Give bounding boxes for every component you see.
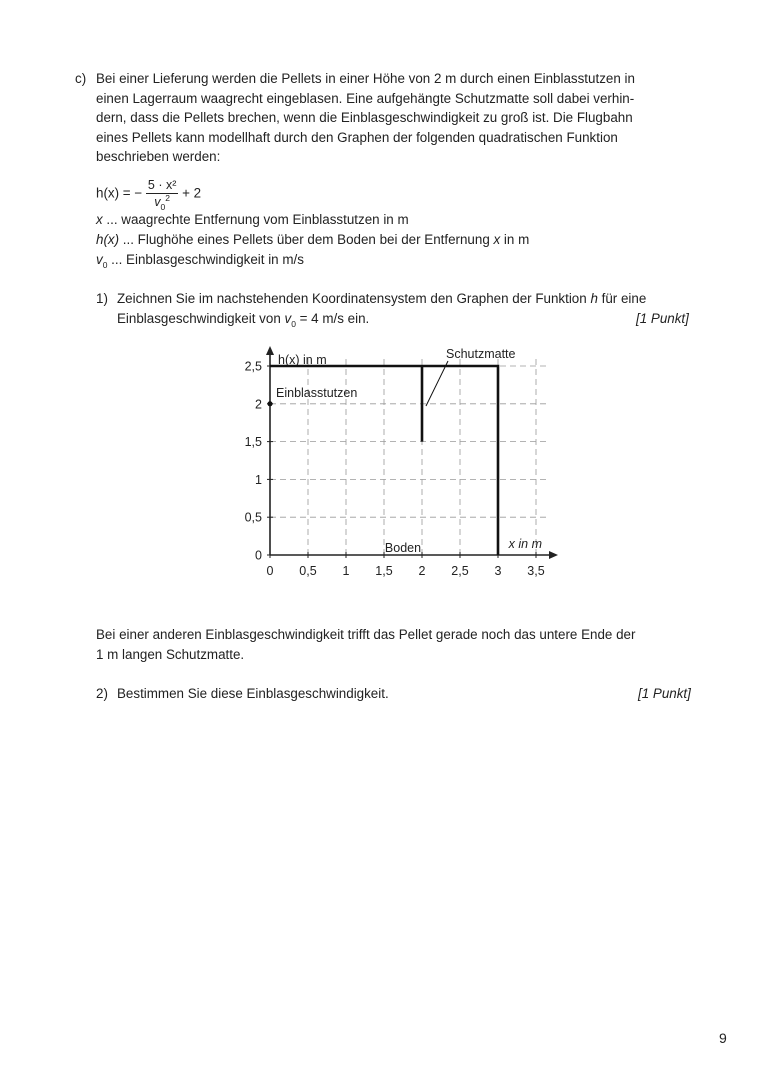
subtask-1-line1 — [117, 289, 646, 309]
y-axis-label: h(x) in m — [278, 353, 327, 367]
intro-line: dern, dass die Pellets brechen, wenn die Einblasgeschwindigkeit zu groß ist. Die Flugbahn — [96, 110, 633, 125]
formula-rhs: + 2 — [182, 185, 202, 201]
x-tick-label: 0 — [266, 564, 274, 578]
sub1-v: v — [284, 311, 292, 326]
annotation-boden: Boden — [384, 541, 422, 555]
intro-line: Bei einer Lieferung werden die Pellets in einer Höhe von 2 m durch einen Einblasstutzen in — [96, 71, 635, 86]
x-axis-label: x in m — [508, 537, 542, 551]
sub1-text: Zeichnen Sie im nachstehenden Koordinatensystem den Graphen der Funktion — [117, 291, 591, 306]
y-tick-label: 2,5 — [244, 359, 262, 374]
sub1-line2-end: = 4 m/s ein. — [295, 311, 370, 326]
formula-v-sup: 2 — [165, 193, 170, 203]
subtask-2-label: 2) — [96, 686, 108, 701]
def-h-unit: in m — [500, 232, 530, 247]
between-line: Bei einer anderen Einblasgeschwindigkeit trifft das Pellet gerade noch das untere Ende der — [96, 627, 636, 642]
intro-line: einen Lagerraum waagrecht eingeblasen. Eine aufgehängte Schutzmatte soll dabei verhin- — [96, 90, 635, 106]
y-tick-label: 1,5 — [244, 435, 262, 450]
task-label: c) — [75, 71, 87, 86]
def-h-text: ... Flughöhe eines Pellets über dem Boden bei der Entfernung — [119, 232, 494, 247]
sub1-h: h — [590, 291, 598, 306]
formula-lhs: h(x) = − — [96, 185, 143, 201]
sub1-line2-text: Einblasgeschwindigkeit von — [117, 311, 285, 326]
subtask-1-line2 — [117, 309, 369, 331]
series-line — [270, 366, 498, 555]
definition-x — [96, 210, 409, 230]
formula-v-sub: 0 — [160, 202, 166, 212]
formula-v: v — [154, 195, 161, 209]
intro-line: beschrieben werden: — [96, 149, 221, 164]
formula-fraction — [146, 178, 178, 210]
x-tick-label: 2 — [418, 564, 426, 578]
def-v-symbol: v — [96, 252, 103, 267]
def-x-symbol: x — [96, 212, 103, 227]
x-tick-label: 3,5 — [527, 564, 545, 578]
def-v-text: ... Einblasgeschwindigkeit in m/s — [107, 252, 304, 267]
x-tick-label: 0,5 — [299, 564, 317, 578]
def-v-sub: 0 — [102, 260, 108, 270]
y-tick-label: 2 — [255, 397, 262, 412]
def-x-text: ... waagrechte Entfernung vom Einblasstutzen in m — [102, 212, 409, 227]
formula — [96, 178, 201, 210]
def-h-x: x — [493, 232, 501, 247]
sub1-text-end: für eine — [597, 291, 647, 306]
formula-denominator — [146, 194, 178, 210]
y-tick-label: 0 — [255, 548, 262, 563]
intro-line: eines Pellets kann modellhaft durch den Graphen der folgenden quadratischen Funktion — [96, 129, 618, 145]
y-axis-arrow — [266, 346, 274, 355]
y-tick-label: 0,5 — [244, 510, 262, 525]
x-tick-label: 1 — [342, 564, 350, 578]
subtask-1-points: [1 Punkt] — [636, 311, 689, 326]
sub1-v-sub: 0 — [291, 319, 296, 329]
definition-h — [96, 230, 529, 250]
annotation-schutzmatte: Schutzmatte — [446, 347, 516, 361]
def-h-symbol: h(x) — [96, 232, 120, 247]
x-tick-label: 3 — [494, 564, 502, 578]
x-tick-label: 2,5 — [451, 564, 469, 578]
formula-numerator: 5 · x² — [147, 178, 177, 192]
subtask-2-text: Bestimmen Sie diese Einblasgeschwindigkeit. — [117, 686, 389, 701]
subtask-2-points: [1 Punkt] — [638, 686, 691, 701]
einblasstutzen-marker — [268, 401, 273, 406]
x-axis-arrow — [549, 551, 558, 559]
subtask-1-label: 1) — [96, 291, 108, 306]
page-number: 9 — [719, 1030, 727, 1046]
annotation-einblasstutzen: Einblasstutzen — [276, 385, 358, 400]
y-tick-label: 1 — [255, 472, 262, 487]
x-tick-label: 1,5 — [375, 564, 393, 578]
definition-v0 — [96, 250, 304, 272]
between-line: 1 m langen Schutzmatte. — [96, 647, 245, 662]
schutzmatte-pointer — [426, 361, 448, 406]
task-intro — [96, 69, 635, 167]
